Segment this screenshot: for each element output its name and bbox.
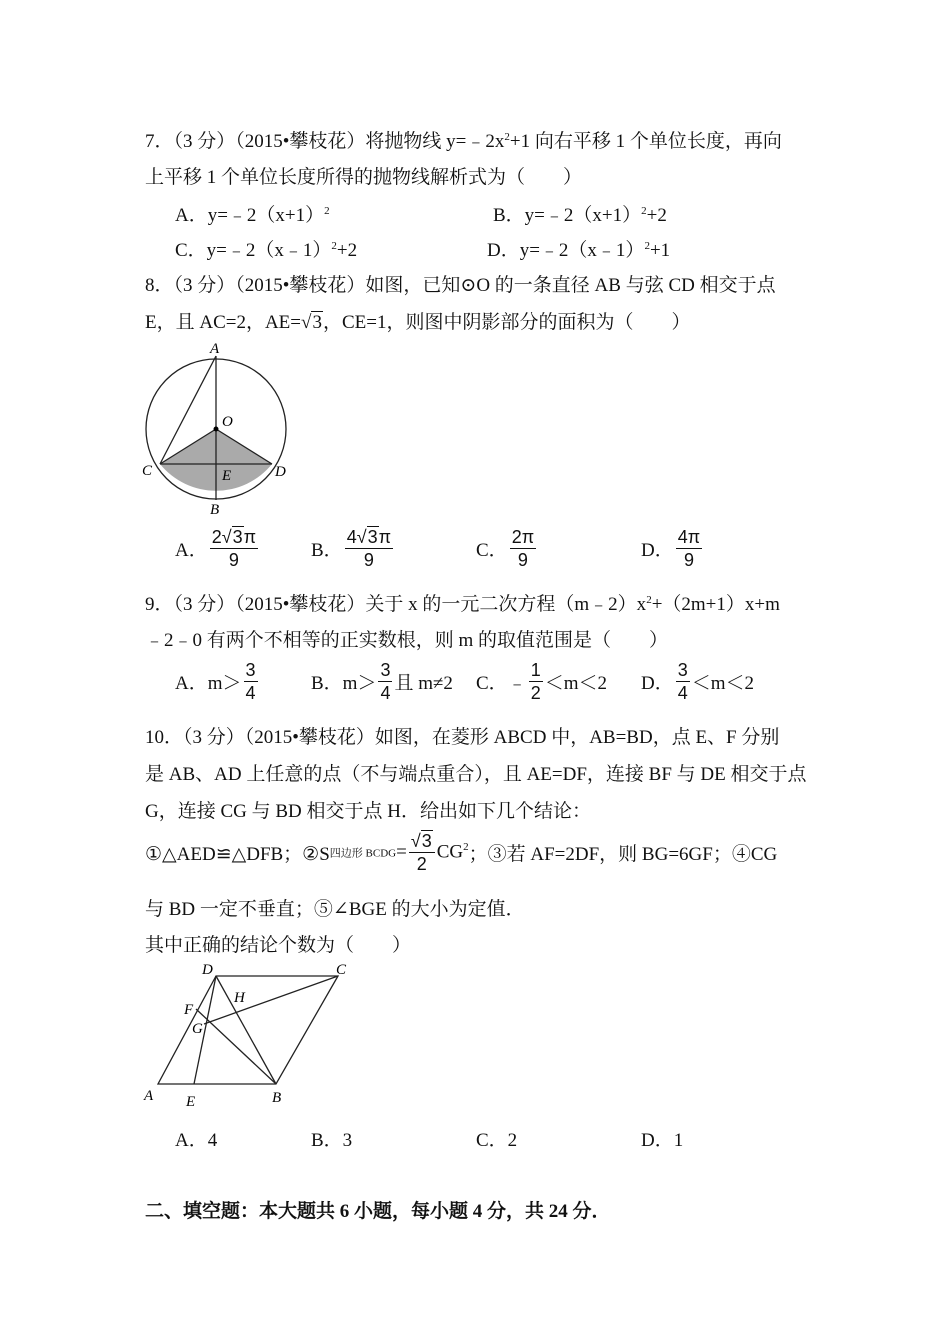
q10-stem-line6: 其中正确的结论个数为（ ） <box>145 935 412 956</box>
q10-stem-line1: 10．（3 分）（2015•攀枝花）如图，在菱形 ABCD 中，AB=BD，点 E、F 分别 <box>145 727 780 748</box>
q10-label-e: E <box>186 1094 196 1110</box>
section-2-heading: 二、填空题：本大题共 6 小题，每小题 4 分，共 24 分． <box>145 1201 611 1222</box>
q7-stem-line1: 7．（3 分）（2015•攀枝花）将抛物线 $y=﹣2x^2+1$ 向右平移 1 个单位长度，再向 <box>145 131 782 152</box>
q10-label-a: A <box>144 1088 154 1104</box>
q8-option-b: B． $\frac{4√3\pi}{9}$ <box>311 527 392 570</box>
q8-circle-figure <box>138 338 298 518</box>
q7-option-c: C．y=﹣2（x﹣1）$^2$+2 <box>175 240 358 261</box>
q10-option-c: C．2 <box>476 1130 518 1151</box>
q10-stem-line5: 与 BD 一定不垂直；⑤∠BGE 的大小为定值． <box>145 899 525 920</box>
q10-label-b: B <box>272 1090 282 1106</box>
q9-stem-line1: 9．（3 分）（2015•攀枝花）关于 x 的一元二次方程$(m﹣2)x^2+(2m+1)x+m$ <box>145 594 780 615</box>
q10-label-f: F <box>184 1002 194 1018</box>
q9-stem-line2: ﹣2﹣0 有两个不相等的正实数根，则 m 的取值范围是（ ） <box>145 630 669 651</box>
q8-label-e: E <box>222 468 232 484</box>
q9-option-a: A．m＞ $\frac{3}{4}$ <box>175 660 256 703</box>
q10-option-d: D．1 <box>641 1130 684 1151</box>
q7-option-b: B．$y=﹣2(x+1)^2+2$ <box>493 205 667 226</box>
q9-option-d: D． $\frac{3}{4}$ ＜m＜2 <box>641 660 755 703</box>
q7-option-d: D．y=﹣2（x﹣1）$^2$+1 <box>487 240 671 261</box>
q10-label-h: H <box>234 990 245 1006</box>
q10-stem-line2: 是 AB、AD 上任意的点（不与端点重合），且 AE=DF，连接 BF 与 DE 相交于点 <box>145 764 807 785</box>
q10-label-c: C <box>336 962 347 978</box>
q10-option-b: B．3 <box>311 1130 353 1151</box>
q8-label-o: O <box>222 414 233 430</box>
q10-label-g: G <box>192 1021 203 1037</box>
q8-label-d: D <box>275 464 286 480</box>
q8-label-b: B <box>210 502 220 518</box>
q8-option-a: A． $\frac{2√3\pi}{9}$ <box>175 527 257 570</box>
q8-option-d: D． $\frac{4\pi}{9}$ <box>641 527 701 570</box>
q10-option-a: A．4 <box>175 1130 218 1151</box>
q8-stem-line2: E，且 AC=2，AE=√3，CE=1，则图中阴影部分的面积为（ ） <box>145 312 691 333</box>
q7-option-a: A．$y=﹣2(x+1)^2$ <box>175 205 330 226</box>
q8-label-a: A <box>210 341 220 357</box>
q8-option-c: C． $\frac{2\pi}{9}$ <box>476 527 535 570</box>
q10-label-d: D <box>202 962 213 978</box>
q10-stem-line3: G，连接 CG 与 BD 相交于点 H．给出如下几个结论： <box>145 801 591 822</box>
q10-stem-line4: ①△AED≌△DFB；②S四边形 BCDG= $\frac{√3}{2}$ $CG^2$；③若 AF=2DF，则 BG=6GF；④CG <box>145 831 778 874</box>
q9-option-c: C．﹣ $\frac{1}{2}$ ＜m＜2 <box>476 660 607 703</box>
q8-stem-line1: 8．（3 分）（2015•攀枝花）如图，已知⊙O 的一条直径 AB 与弦 CD 相交于点 <box>145 275 776 296</box>
q7-stem-line2: 上平移 1 个单位长度所得的抛物线解析式为（ ） <box>145 167 583 188</box>
q10-rhombus-figure <box>138 960 363 1110</box>
q8-label-c: C <box>142 463 153 479</box>
q9-option-b: B．m＞ $\frac{3}{4}$ 且 m≠2 <box>311 660 453 703</box>
